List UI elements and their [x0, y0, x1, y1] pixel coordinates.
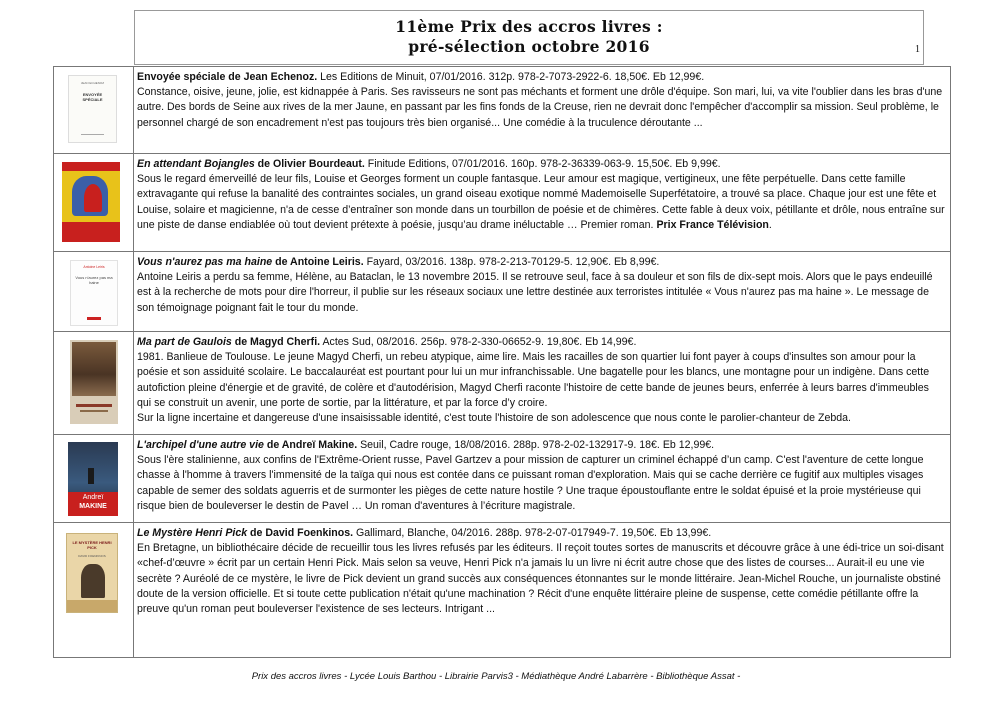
page-footer: Prix des accros livres - Lycée Louis Barthou - Librairie Parvis3 - Médiathèque André Labarrère - Bibliothèque Assat -: [251, 671, 741, 682]
book-title: En attendant Bojangles: [137, 158, 255, 170]
book-details: Fayard, 03/2016. 138p. 978-2-213-70129-5. 12,90€. Eb 8,99€.: [363, 256, 660, 268]
cover-author-text: DAVID FOENKINOS: [78, 554, 106, 558]
author-prefix: de: [263, 439, 282, 451]
book-details: Actes Sud, 08/2016. 256p. 978-2-330-06652-9. 19,80€. Eb 14,99€.: [320, 336, 637, 348]
cover-cell: [54, 154, 134, 251]
cover-figure-icon: [88, 468, 94, 484]
table-row: [54, 435, 950, 523]
cover-band-icon: [67, 600, 117, 612]
cover-author-first-text: Andreï: [82, 494, 104, 501]
book-author: Jean Echenoz: [243, 71, 315, 83]
cover-publisher-icon: [87, 317, 101, 320]
author-suffix: .: [314, 71, 318, 83]
book-summary: En Bretagne, un bibliothécaire décide de recueillir tous les livres refusés par les éditeurs. Il reçoit toutes sortes de manuscrits et découvre grâce à une édi-trice un soi-disant «chef-d’œuvre » écrit par un certain Henri Pick. Mais selon sa veuve, Henri Pick n'a jamais lu un livre ni écrit autre chose que des listes de courses... Aurait-il eu une vie secrète ? Auréolé de ce mystère, le livre de Pick devient un grand succès aux conséquences étonnantes sur le monde littéraire. Jean-Michel Rouche, un journaliste obstiné doute de la version officielle. Et si toute cette publication n'était qu'une machination ? Récit d'une enquête littéraire pleine de suspense, cette comédie pétillante offre la preuve qu'un roman peut bouleverser l'existence de ses lecteurs. Intrigant ...: [137, 542, 944, 616]
book-summary: Sous le regard émerveillé de leur fils, Louise et Georges forment un couple fantasque. Leur amour est magique, vertigineux, une fête perpétuelle. Dans cette famille extravagante qui refuse la banalité des contraintes sociales, un grand oiseau exotique nommé Mademoiselle Superfétatoire, a trouvé sa place. Chaque jour est une fête et Louise, solaire et magicienne, n'a de cesse d’entraîner son monde dans un tourbillon de poésie et de chimères. Cette fable à deux voix, pétillante et drôle, nous entraîne sur une piste de danse endiablée où tout devient prétexte à poésie, jusqu’au drame inéluctable … Premier roman.: [137, 173, 945, 231]
cover-portrait-icon: [81, 564, 105, 598]
cover-author-text: Antoine Leiris: [83, 265, 105, 269]
cover-photo-icon: [72, 342, 116, 396]
book-entry: [137, 526, 945, 617]
book-entry: [137, 335, 945, 426]
book-entry: [137, 255, 945, 316]
cover-author-text: JEAN ECHENOZ: [80, 81, 105, 85]
author-suffix: .: [354, 439, 358, 451]
table-row: [54, 154, 950, 252]
book-entry: [137, 70, 945, 131]
book-author: Magyd Cherfi: [250, 336, 318, 348]
table-row: [54, 523, 950, 657]
author-prefix: de: [272, 256, 291, 268]
book-author: Andreï Makine: [281, 439, 355, 451]
cover-title-text: ENVOYÉE SPÉCIALE: [82, 92, 103, 102]
book-cover-image: [70, 340, 118, 424]
cover-title-text: Vous n'aurez pas ma haine: [75, 275, 113, 285]
book-details: Les Editions de Minuit, 07/01/2016. 312p. 978-2-7073-2922-6. 18,50€. Eb 12,99€.: [317, 71, 705, 83]
book-summary-continued: Sur la ligne incertaine et dangereuse d'une insaisissable identité, c'est toute l'histoire de son adolescence que nous conte le parolier-chanteur de Zebda.: [137, 412, 851, 425]
book-title: Envoyée spéciale: [137, 71, 226, 83]
book-entry: En attendant Bojangles de Olivier Bourdeaut. Finitude Editions, 07/01/2016. 160p. 978-2-36339-063-9. 15,50€. Eb 9,99€. Sous le regard émerveillé de leur fils, Louise et Georges forment un couple fantasque. Leur amour est magique, vertigineux, une fête perpétuelle. Dans cette famille extravagante qui refuse la banalité des contraintes sociales, un grand oiseau exotique nommé Mademoiselle Superfétatoire, a trouvé sa place. Chaque jour est une fête et Louise, solaire et magicienne, n'a de cesse d’entraîner son monde dans un tourbillon de poésie et de chimères. Cette fable à deux voix, pétillante et drôle, nous entraîne sur une piste de danse endiablée où tout devient prétexte à poésie, jusqu’au drame inéluctable … Premier roman. Prix France Télévision.: [137, 158, 945, 231]
book-cover-image: [68, 442, 118, 516]
book-cover-image: [70, 260, 118, 326]
author-suffix: .: [350, 527, 354, 539]
book-author: David Foenkinos: [265, 527, 351, 539]
book-summary: Antoine Leiris a perdu sa femme, Hélène, au Bataclan, le 13 novembre 2015. Il se retrouve seul, face à sa douleur et son fils de dix-sept mois. Alors que le pays endeuillé est à la recherche de mots pour dire l'horreur, il publie sur les réseaux sociaux une lettre destinée aux terroristes intitulée « Vous n'aurez pas ma haine ». Le message de son témoignage poignant fait le tour du monde.: [137, 271, 933, 314]
book-details: Gallimard, Blanche, 04/2016. 288p. 978-2-07-017949-7. 19,50€. Eb 13,99€.: [353, 527, 712, 539]
author-suffix: .: [317, 336, 321, 348]
author-prefix: de: [254, 158, 273, 170]
table-row: [54, 67, 950, 154]
table-row: [54, 252, 950, 332]
book-table: [53, 66, 951, 658]
page-title-line1: 11ème Prix des accros livres :: [395, 17, 663, 36]
page-number: 1: [915, 44, 920, 55]
book-summary: Sous l'ère stalinienne, aux confins de l'Extrême-Orient russe, Pavel Gartzev a pour mission de capturer un criminel échappé d’un camp. C'est l'aventure de cette longue chasse à l'homme à travers l'immensité de la taïga qui nous est contée dans ce puissant roman d'exploration. Mais qui se cache derrière ce fugitif aux multiples visages capable de semer des soldats aguerris et de surmonter les pièges de cette nature hostile ? Une traque époustouflante entre le soldat épuisé et la proie mystérieuse qui risque bien de bouleverser le destin de Pavel … Un roman d'aventures à l’écriture magistrale.: [137, 454, 924, 512]
book-title: Ma part de Gaulois: [137, 336, 232, 348]
author-prefix: de: [247, 527, 266, 539]
cover-cell: [54, 332, 134, 434]
book-prize: Prix France Télévision: [656, 218, 769, 231]
cover-author-last-text: MAKINE: [79, 503, 107, 510]
book-entry: [137, 438, 945, 514]
cover-cell: [54, 252, 134, 331]
book-summary: 1981. Banlieue de Toulouse. Le jeune Magyd Cherfi, un rebeu atypique, aime lire. Mais les racailles de son quartier lui font payer à coups d'insultes son amour pour la poésie et son assiduité scolaire. Le baccalauréat est pourtant pour lui un mur infranchissable. Une bagatelle pour les blancs, une montagne pour un indigène. Dans cette autofiction pleine d'énergie et de gravité, de colère et d'autodérision, Magyd Cherfi raconte l'histoire de cette bande de jeunes beurs, enferrée à leurs barres d'immeubles qui se construit un avenir, une porte de sortie, par la littérature, et par la force d’y croire.: [137, 351, 930, 409]
author-suffix: .: [361, 158, 365, 170]
book-cover-image: [66, 533, 118, 613]
cover-line-icon: [81, 134, 104, 135]
cover-dress-icon: [84, 184, 102, 212]
book-title: Vous n'aurez pas ma haine: [137, 256, 273, 268]
author-prefix: de: [225, 71, 244, 83]
book-title: L'archipel d'une autre vie: [137, 439, 264, 451]
cover-band-icon: [76, 404, 112, 407]
page-title-line2: pré-sélection octobre 2016: [408, 37, 650, 56]
book-summary: Constance, oisive, jeune, jolie, est kidnappée à Paris. Ses ravisseurs ne sont pas méchants et forment une drôle d'équipe. Son mari, lui, va vite l'oublier dans les bras d'une autre. Des bords de Seine aux rives de la mer Jaune, en passant par les fins fonds de la Creuse, rien ne devrait donc l'empêcher d'accomplir sa mission. Seul problème, le personnel chargé de son encadrement n'est pas toujours très bien organisé... Une comédie à la truculence déroutante ...: [137, 86, 943, 129]
book-details: Finitude Editions, 07/01/2016. 160p. 978-2-36339-063-9. 15,50€. Eb 9,99€.: [364, 158, 721, 170]
cover-cell: [54, 67, 134, 153]
book-cover-image: [68, 75, 117, 143]
book-title: Le Mystère Henri Pick: [137, 527, 248, 539]
author-prefix: de: [231, 336, 251, 348]
book-author: Antoine Leiris: [290, 256, 361, 268]
book-author: Olivier Bourdeaut: [272, 158, 362, 170]
book-details: Seuil, Cadre rouge, 18/08/2016. 288p. 978-2-02-132917-9. 18€. Eb 12,99€.: [357, 439, 715, 451]
cover-band-icon: [62, 222, 120, 242]
cover-cell: [54, 523, 134, 657]
table-row: [54, 332, 950, 435]
cover-band-icon: [62, 162, 120, 171]
header-box: [134, 10, 924, 65]
book-cover-image: [62, 162, 120, 242]
cover-band-icon: [80, 410, 108, 412]
cover-cell: [54, 435, 134, 522]
author-suffix: .: [360, 256, 364, 268]
cover-title-text: LE MYSTÈRE HENRI PICK: [72, 540, 112, 550]
